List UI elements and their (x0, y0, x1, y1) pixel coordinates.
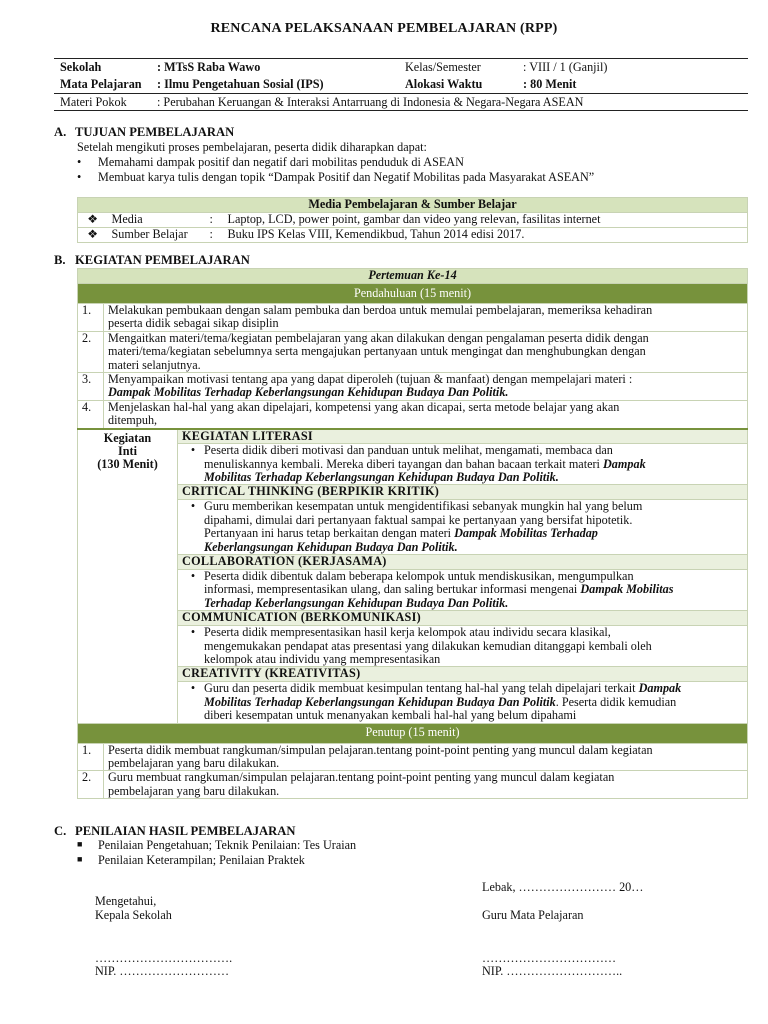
collaboration-content (178, 570, 748, 611)
pendahuluan-row (78, 304, 748, 332)
section-b-title: KEGIATAN PEMBELAJARAN (75, 253, 250, 267)
row-number: 2. (78, 331, 104, 372)
bullet-icon: • (190, 499, 196, 514)
mapel-value: : Ilmu Pengetahuan Sosial (IPS) (157, 77, 324, 91)
critical-thinking-content (178, 500, 748, 555)
text-line: Melakukan pembukaan dengan salam pembuka dan berdoa untuk memulai pembelajaran, memeriksa kehadiran (108, 303, 653, 317)
pendahuluan-header: Pendahuluan (15 menit) (78, 284, 748, 304)
text-line: Mengaitkan materi/tema/kegiatan pembelajaran yang akan dilakukan dengan pengalaman peserta didik dengan (108, 330, 649, 345)
mapel-label: Mata Pelajaran (60, 77, 142, 91)
materi-emphasis: Keberlangsungan Kehidupan Budaya Dan Politik. (204, 539, 458, 554)
row-number: 2. (78, 771, 104, 799)
penutup-header: Penutup (15 menit) (78, 723, 748, 743)
text-line: ditempuh, (108, 413, 158, 428)
text-line: . Peserta didik kemudian (555, 694, 677, 709)
collaboration-title: COLLABORATION (KERJASAMA) (178, 555, 748, 570)
penutup-text (104, 743, 748, 771)
section-a-number: A. (54, 125, 67, 139)
sumber-label: Sumber Belajar (108, 228, 206, 243)
mengetahui-label: Mengetahui, (95, 894, 157, 908)
section-b-heading (54, 254, 250, 267)
diamond-bullet-icon: ❖ (78, 228, 108, 243)
section-c-number: C. (54, 824, 67, 838)
text-line: diberi kesempatan untuk menanyakan kembali hal-hal yang belum dipahami (204, 708, 577, 723)
guru-label: Guru Mata Pelajaran (482, 908, 584, 922)
text-line: dipahami, dimulai dari pertanyaan faktual sampai ke pertanyaan yang bersifat hipotetik. (204, 512, 633, 527)
header-row-materi (54, 93, 748, 110)
materi-emphasis: Mobilitas Terhadap Keberlangsungan Kehidupan Budaya Dan Politik (204, 694, 556, 709)
kelas-label: Kelas/Semester (405, 60, 481, 74)
tujuan-item-2: Membuat karya tulis dengan topik “Dampak Positif dan Negatif Mobilitas pada Masyarakat ASEAN” (98, 170, 595, 184)
bullet-icon: • (190, 443, 196, 458)
diamond-bullet-icon: ❖ (78, 213, 108, 228)
materi-emphasis: Dampak (638, 681, 682, 696)
row-number: 3. (78, 373, 104, 401)
text-line: kelompok atau individu yang mempresentasikan (204, 652, 441, 667)
creativity-content (178, 682, 748, 723)
sumber-value: Buku IPS Kelas VIII, Kemendikbud, Tahun 2014 edisi 2017. (224, 228, 748, 243)
pendahuluan-text (104, 400, 748, 428)
communication-content (178, 626, 748, 667)
pendahuluan-text (104, 373, 748, 401)
penutup-text (104, 771, 748, 799)
bullet-icon: • (77, 155, 82, 169)
text-line: pembelajaran yang baru dilakukan. (108, 783, 280, 798)
kegiatan-table (77, 268, 748, 799)
text-line: Guru membuat rangkuman/simpulan pelajaran.tentang point-point penting yang muncul dalam kegiatan (108, 770, 615, 785)
section-b-number: B. (54, 253, 66, 267)
media-table (77, 197, 748, 243)
pendahuluan-row (78, 331, 748, 372)
text-line: Menjelaskan hal-hal yang akan dipelajari, kompetensi yang akan dicapai, serta metode belajar yang akan (108, 399, 620, 414)
header-row-mapel (54, 76, 748, 93)
row-number: 1. (78, 743, 104, 771)
materi-value: : Perubahan Keruangan & Interaksi Antarruang di Indonesia & Negara-Negara ASEAN (157, 95, 584, 109)
pendahuluan-text (104, 304, 748, 332)
media-row (78, 213, 748, 228)
materi-label: Materi Pokok (60, 95, 127, 109)
text-line: mengemukakan pendapat atas presentasi yang dilakukan kemudian ditanggapi kembali oleh (204, 638, 652, 653)
penilaian-item-2: Penilaian Keterampilan; Penilaian Praktek (98, 853, 305, 867)
sumber-row (78, 228, 748, 243)
inti-line-2: Inti (118, 444, 137, 459)
guru-name-placeholder: …………………………… (482, 951, 617, 965)
bullet-icon: • (190, 681, 196, 696)
text-line: pembelajaran yang baru dilakukan. (108, 756, 280, 771)
bullet-icon: • (190, 569, 196, 583)
inti-line-3: (130 Menit) (97, 457, 158, 472)
text-line: informasi, mempresentasikan ulang, dan saling bertukar informasi mengenai (204, 582, 581, 597)
section-c-title: PENILAIAN HASIL PEMBELAJARAN (75, 824, 296, 838)
text-line: menuliskannya kembali. Mereka diberi tayangan dan bahan bacaan terkait materi (204, 456, 603, 471)
creativity-title: CREATIVITY (KREATIVITAS) (178, 667, 748, 682)
sumber-colon: : (206, 228, 224, 243)
tujuan-intro: Setelah mengikuti proses pembelajaran, peserta didik diharapkan dapat: (77, 140, 427, 154)
text-line: Menyampaikan motivasi tentang apa yang dapat diperoleh (tujuan & manfaat) dengan mempelajari materi : (108, 372, 633, 387)
penutup-row (78, 743, 748, 771)
kepsek-nip: NIP. ……………………… (95, 964, 230, 978)
section-a-title: TUJUAN PEMBELAJARAN (75, 125, 235, 139)
bullet-icon: • (77, 170, 82, 184)
text-line: materi/tema/kegiatan sebelumnya serta mengajukan pertanyaan untuk mengingat dan menghubungkan dengan (108, 344, 646, 359)
pendahuluan-row (78, 373, 748, 401)
materi-emphasis: Dampak (603, 456, 646, 471)
literasi-content (178, 444, 748, 485)
penutup-row (78, 771, 748, 799)
kegiatan-inti-label (78, 429, 178, 724)
media-value: Laptop, LCD, power point, gambar dan video yang relevan, fasilitas internet (224, 213, 748, 228)
row-number: 1. (78, 304, 104, 332)
guru-nip: NIP. ……………………….. (482, 964, 623, 978)
section-a-heading (54, 126, 234, 139)
text-line: Peserta didik diberi motivasi dan panduan untuk melihat, mengamati, membaca dan (204, 443, 613, 458)
communication-title: COMMUNICATION (BERKOMUNIKASI) (178, 611, 748, 626)
text-line: Guru dan peserta didik membuat kesimpulan tentang hal-hal yang telah dipelajari terkait (204, 681, 639, 696)
pendahuluan-text (104, 331, 748, 372)
materi-emphasis: Dampak Mobilitas Terhadap (454, 526, 598, 541)
square-bullet-icon: ■ (77, 839, 83, 849)
kelas-value: : VIII / 1 (Ganjil) (523, 60, 608, 74)
materi-emphasis: Dampak Mobilitas Terhadap Keberlangsungan Kehidupan Budaya Dan Politik. (108, 385, 509, 400)
critical-thinking-title: CRITICAL THINKING (BERPIKIR KRITIK) (178, 485, 748, 500)
text-line: materi selanjutnya. (108, 357, 201, 372)
bullet-icon: • (190, 625, 196, 640)
text-line: Peserta didik membuat rangkuman/simpulan pelajaran.tentang point-point penting yang muncul dalam kegiatan (108, 742, 653, 757)
header-row-sekolah (54, 59, 748, 76)
header-table (54, 58, 748, 111)
materi-emphasis: Mobilitas Terhadap Keberlangsungan Kehidupan Budaya Dan Politik. (204, 469, 559, 484)
materi-emphasis: Terhadap Keberlangsungan Kehidupan Budaya Dan Politik. (204, 595, 509, 610)
media-label: Media (108, 213, 206, 228)
tujuan-item-1: Memahami dampak positif dan negatif dari mobilitas penduduk di ASEAN (98, 155, 464, 169)
text-line: Pertanyaan ini harus tetap berkaitan dengan materi (204, 526, 455, 541)
sekolah-value: : MTsS Raba Wawo (157, 60, 261, 74)
literasi-title: KEGIATAN LITERASI (178, 429, 748, 444)
row-number: 4. (78, 400, 104, 428)
sekolah-label: Sekolah (60, 60, 102, 74)
inti-line-1: Kegiatan (103, 430, 152, 445)
pertemuan-label: Pertemuan Ke-14 (78, 269, 748, 284)
text-line: Peserta didik dibentuk dalam beberapa kelompok untuk mendiskusikan, mengumpulkan (204, 569, 634, 583)
media-table-title: Media Pembelajaran & Sumber Belajar (78, 198, 748, 213)
section-c-heading (54, 825, 295, 838)
place-date: Lebak, …………………… 20… (482, 880, 644, 894)
materi-emphasis: Dampak Mobilitas (580, 582, 674, 597)
square-bullet-icon: ■ (77, 854, 83, 864)
pendahuluan-row (78, 400, 748, 428)
kepala-sekolah-label: Kepala Sekolah (95, 908, 172, 922)
text-line: Peserta didik mempresentasikan hasil kerja kelompok atau individu secara klasikal, (204, 625, 611, 640)
media-colon: : (206, 213, 224, 228)
kepsek-name-placeholder: ……………………………. (95, 951, 233, 965)
document-title: RENCANA PELAKSANAAN PEMBELAJARAN (RPP) (210, 21, 558, 36)
alokasi-label: Alokasi Waktu (405, 77, 483, 91)
alokasi-value: : 80 Menit (523, 77, 577, 91)
penilaian-item-1: Penilaian Pengetahuan; Teknik Penilaian: Tes Uraian (98, 838, 357, 852)
text-line: peserta didik sebagai sikap disiplin (108, 316, 279, 331)
text-line: Guru memberikan kesempatan untuk mengidentifikasi sebanyak mungkin hal yang belum (204, 499, 643, 514)
